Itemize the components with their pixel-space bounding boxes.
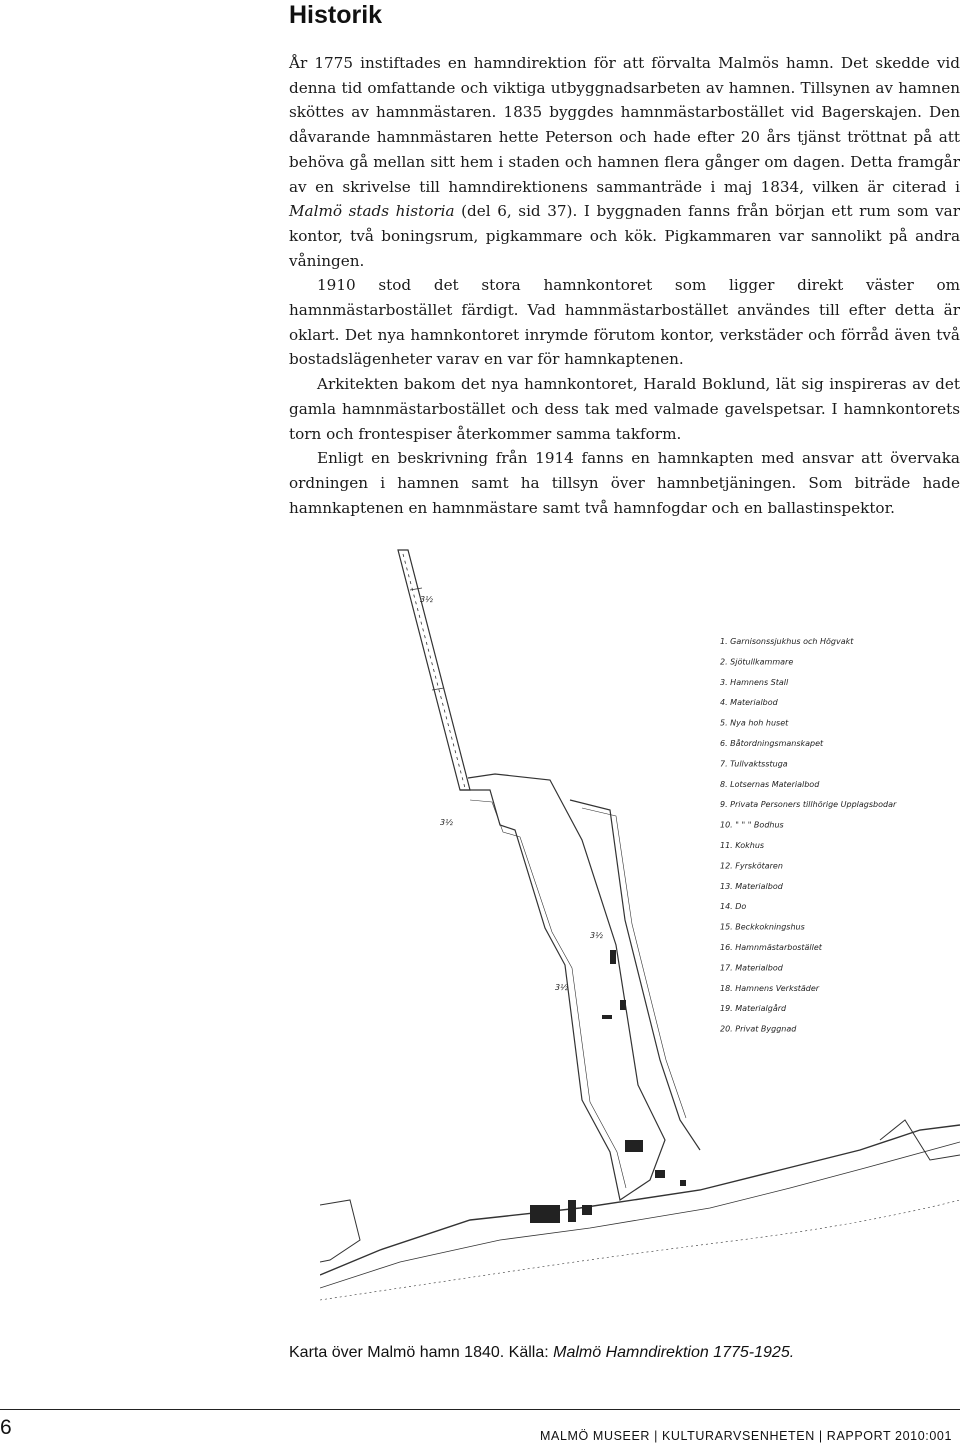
map-legend-item: 2. Sjötullkammare	[720, 657, 794, 667]
page-title: Historik	[289, 1, 383, 29]
map-legend-item: 12. Fyrskötaren	[720, 861, 783, 871]
footer-divider	[0, 1409, 960, 1410]
fortification	[320, 1200, 360, 1262]
map-legend-item: 15. Beckkokningshus	[720, 922, 805, 932]
map-legend-item: 3. Hamnens Stall	[720, 677, 789, 687]
map-legend-item: 17. Materialbod	[720, 963, 783, 973]
map-building	[602, 1015, 612, 1019]
paragraph-text: (del 6, sid 37). I byggnaden fanns från början ett rum som var kontor, två boningsrum, pigkammare och kök. Pigkammaren var sannolikt på andra våningen.	[289, 202, 960, 270]
map-legend-item: 6. Båtordningsmanskapet	[720, 739, 824, 748]
footer-publication: MALMÖ MUSEER | KULTURARVSENHETEN | RAPPORT 2010:001	[540, 1429, 952, 1443]
map-legend-item: 14. Do	[720, 902, 747, 912]
caption-text: Karta över Malmö hamn 1840. Källa:	[289, 1344, 554, 1361]
map-building	[582, 1205, 592, 1215]
map-legend-item: 5. Nya hoh huset	[720, 718, 789, 728]
caption-source: Malmö Hamndirektion 1775-1925.	[553, 1344, 795, 1361]
map-legend	[720, 637, 897, 1034]
quay-line-2	[320, 1142, 960, 1288]
page-number: 6	[0, 1416, 12, 1439]
map-legend-item: 18. Hamnens Verkstäder	[720, 983, 820, 993]
map-building	[625, 1140, 643, 1152]
map-legend-item: 20. Privat Byggnad	[720, 1024, 797, 1034]
map-building	[530, 1205, 560, 1223]
map-legend-item: 7. Tullvaktsstuga	[720, 759, 788, 769]
map-building	[610, 950, 616, 964]
depth-label: 3½	[555, 983, 568, 992]
map-legend-item: 9. Privata Personers tillhörige Upplagsbodar	[720, 800, 897, 810]
map-legend-item: 13. Materialbod	[720, 881, 783, 891]
map-legend-item: 16. Hamnmästarbostället	[720, 943, 822, 952]
map-building	[680, 1180, 686, 1186]
breakwater-east-inner	[582, 808, 686, 1118]
map-legend-item: 10. " " " Bodhus	[720, 820, 784, 830]
body-paragraph	[289, 446, 960, 520]
map-legend-item: 1. Garnisonssjukhus och Högvakt	[720, 637, 854, 646]
harbour-map	[320, 540, 960, 1330]
map-building	[655, 1170, 665, 1178]
paragraph-text: 1910 stod det stora hamnkontoret som ligger direkt väster om hamnmästarbostället färdigt. Vad hamnmästarbostället användes till efter detta är oklart. Det nya hamnkontoret inrymde förutom kontor, verkstäder och förråd även två bostadslägenheter varav en var för hamnkaptenen.	[289, 276, 960, 369]
depth-label: 3½	[590, 931, 603, 940]
figure-caption	[289, 1341, 794, 1365]
body-paragraph	[289, 51, 960, 273]
body-text	[289, 51, 960, 520]
depth-label: 3½	[440, 818, 453, 827]
map-legend-item: 19. Materialgård	[720, 1004, 787, 1014]
breakwater-west-inner	[470, 800, 626, 1188]
map-legend-item: 8. Lotsernas Materialbod	[720, 779, 820, 789]
map-legend-item: 4. Materialbod	[720, 698, 778, 708]
depth-label: 3½	[420, 595, 433, 604]
paragraph-text: Enligt en beskrivning från 1914 fanns en hamnkapten med ansvar att övervaka ordningen i hamnen samt ha tillsyn över hamnbetjäningen. Som biträde hade hamnkaptenen en hamnmästare samt två hamnfogdar och en ballastinspektor.	[289, 449, 960, 517]
pier-dashes	[403, 554, 465, 788]
paragraph-text: År 1775 instiftades en hamndirektion för att förvalta Malmös hamn. Det skedde vid denna tid omfattande och viktiga utbyggnadsarbeten av hamnen. Tillsynen av hamnen sköttes av hamnmästaren. 1835 byggdes hamnmästarbostället vid Bagerskajen. Den dåvarande hamnmästaren hette Peterson och hade efter 20 års tjänst tröttnat på att behöva gå mellan sitt hem i staden och hamnen flera gånger om dagen. Detta framgår av en skrivelse till hamndirektionens sammanträde i maj 1834, vilken är citerad i	[289, 54, 960, 196]
shoreline	[320, 1200, 960, 1300]
cited-title: Malmö stads historia	[289, 202, 455, 221]
map-building	[620, 1000, 626, 1010]
body-paragraph	[289, 372, 960, 446]
body-paragraph	[289, 273, 960, 372]
map-legend-item: 11. Kokhus	[720, 841, 765, 850]
map-building	[568, 1200, 576, 1222]
paragraph-text: Arkitekten bakom det nya hamnkontoret, Harald Boklund, lät sig inspireras av det gamla hamnmästarbostället och dess tak med valmade gavelspetsar. I hamnkontorets torn och frontespiser återkommer samma takform.	[289, 375, 960, 443]
